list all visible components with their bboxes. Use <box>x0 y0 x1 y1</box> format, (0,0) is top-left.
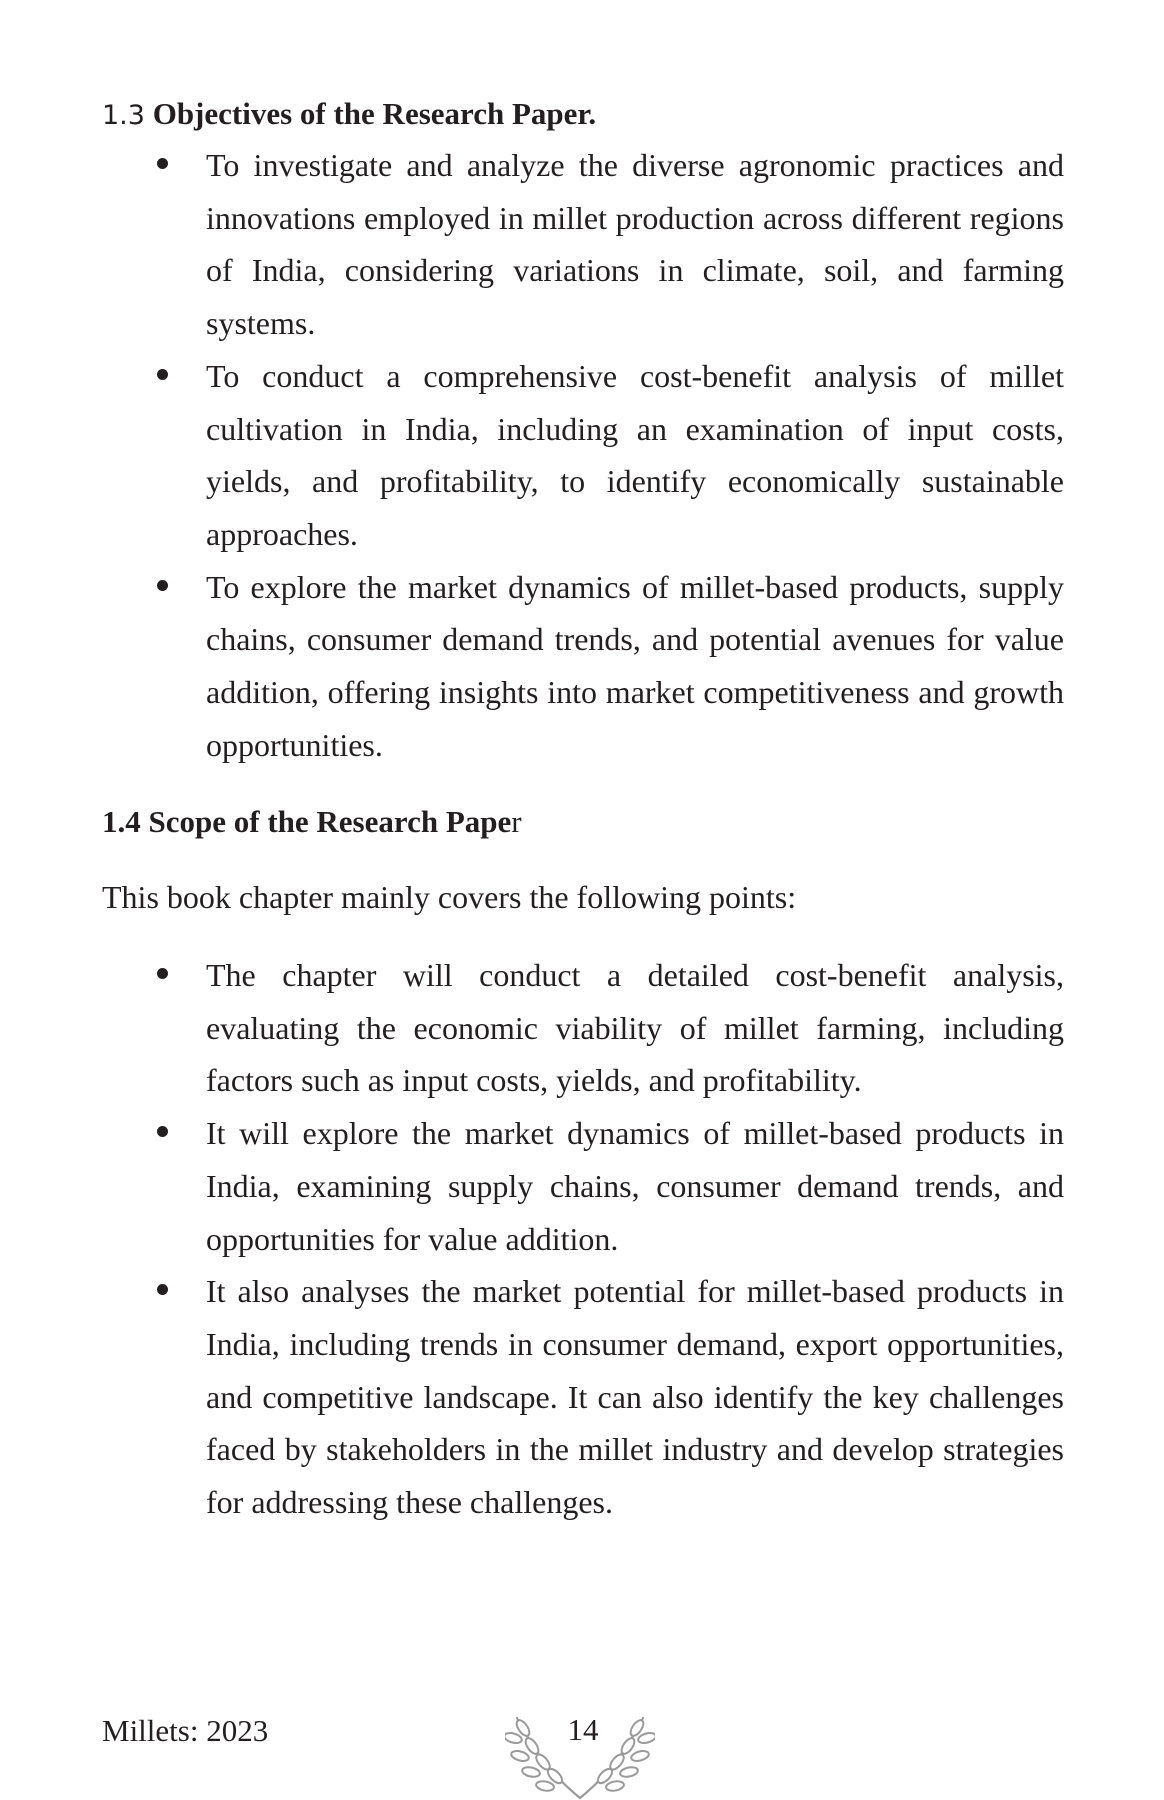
list-item <box>0 350 1164 561</box>
bullet-icon <box>157 1284 168 1295</box>
footer-book-title: Millets: 2023 <box>102 1713 269 1748</box>
scope-list <box>0 949 1164 1529</box>
scope-intro-paragraph: This book chapter mainly covers the following points: <box>102 879 797 915</box>
list-item <box>0 949 1164 1107</box>
section-title-bold: 1.4 Scope of the Research Pape <box>102 804 512 839</box>
list-item-text: To conduct a comprehensive cost-benefit analysis of millet cultivation in India, including an examination of input costs, yields, and profitability, to identify economically sustainable approaches. <box>206 357 1064 552</box>
list-item-text: To investigate and analyze the diverse agronomic practices and innovations employed in millet production across different regions of India, considering variations in climate, soil, and farming systems. <box>206 147 1064 342</box>
section-title: Objectives of the Research Paper. <box>152 96 597 131</box>
list-item <box>0 139 1164 350</box>
list-item-text: It also analyses the market potential for millet-based products in India, including trends in consumer demand, export opportunities, and competitive landscape. It can also identify the key challenges faced by stakeholders in the millet industry and develop strategies for addressing these challenges. <box>206 1273 1064 1521</box>
section-title-tail: r <box>511 804 522 839</box>
section-heading-scope <box>102 800 522 844</box>
section-heading-objectives <box>102 92 596 138</box>
list-item <box>0 1107 1164 1265</box>
list-item-text: The chapter will conduct a detailed cost-benefit analysis, evaluating the economic viability of millet farming, including factors such as input costs, yields, and profitability. <box>206 957 1064 1099</box>
bullet-icon <box>157 1126 168 1137</box>
bullet-icon <box>157 369 168 380</box>
section-number: 1.3 <box>102 100 145 131</box>
bullet-icon <box>157 158 168 169</box>
bullet-icon <box>157 580 168 591</box>
page-number: 14 <box>567 1712 599 1747</box>
list-item-text: To explore the market dynamics of millet-based products, supply chains, consumer demand trends, and potential avenues for value addition, offering insights into market competitiveness and growth opportunities. <box>206 568 1064 763</box>
list-item <box>0 561 1164 772</box>
list-item-text: It will explore the market dynamics of millet-based products in India, examining supply chains, consumer demand trends, and opportunities for value addition. <box>206 1115 1064 1257</box>
objectives-list <box>0 139 1164 771</box>
bullet-icon <box>157 968 168 979</box>
list-item <box>0 1265 1164 1529</box>
